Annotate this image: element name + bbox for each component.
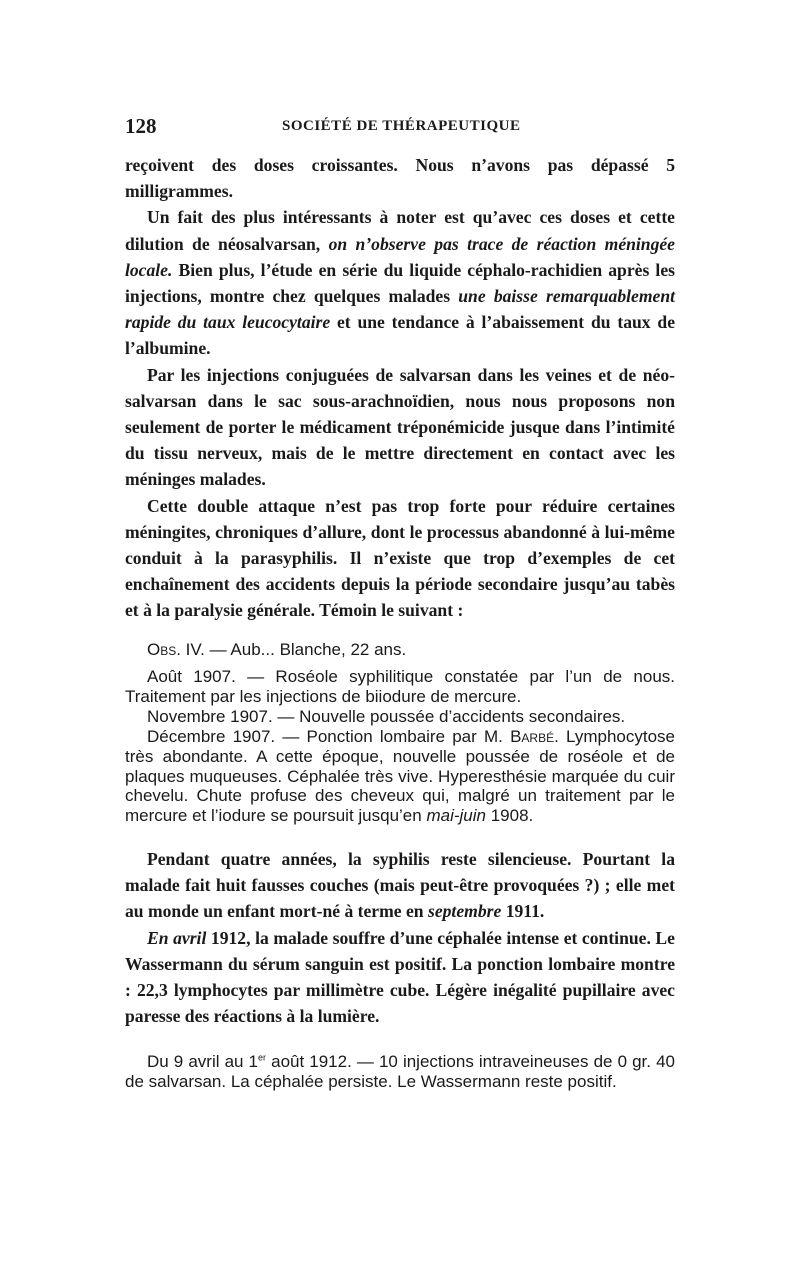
paragraph-2 xyxy=(125,204,675,361)
p5-text-a: Pendant quatre années, la syphilis reste silencieuse. Pourtant la malade fait huit fausses couches (mais peut-être provoquées ?) ; elle met au monde un enfant mort-né à terme en xyxy=(125,849,675,922)
observation-label: Obs. IV. xyxy=(147,640,205,659)
p6-text: 1912, la malade souffre d’une céphalée intense et continue. Le Wassermann du sérum sanguin est positif. La ponction lombaire montre : 22,3 lymphocytes par millimètre cube. Légère inégalité pupillaire avec paresse des réactions à la lumière. xyxy=(125,927,675,1027)
paragraph-4: Cette double attaque n’est pas trop forte pour réduire certaines méningites, chroniques d’allure, dont le processus abandonné à lui-même conduit à la parasyphilis. Il n’existe que trop d’exemples de cet enchaînement des accidents depuis la période secondaire jusqu’au tabès et à la paralysie générale. Témoin le suivant : xyxy=(125,495,675,621)
observation-entry-2: Novembre 1907. — Nouvelle poussée d’accidents secondaires. xyxy=(147,706,626,726)
paragraph-3: Par les injections conjuguées de salvarsan dans les veines et de néo-salvarsan dans le sac sous-arachnoïdien, nous nous proposons non seulement de porter le médicament tréponémicide jusque dans l’intimité du tissu nerveux, mais de le mettre directement en contact avec les méninges malades. xyxy=(125,364,675,490)
p5-text-b: 1911. xyxy=(505,901,545,922)
text-block-1 xyxy=(125,152,675,624)
p2-text-c: Bien plus, l’étude en série du liquide céphalo-rachidien après les injections, montre chez quelques malades xyxy=(125,259,675,307)
p2-text-e: et une tendance à l’abaissement du taux de l’albumine. xyxy=(125,312,675,359)
p6-date: En avril xyxy=(147,927,207,948)
observation-entry-4 xyxy=(125,1052,675,1092)
observation-block-2 xyxy=(125,1052,675,1092)
running-title: SOCIÉTÉ DE THÉRAPEUTIQUE xyxy=(282,118,521,134)
entry3-text-a: Décembre 1907. — Ponction lombaire par M. xyxy=(147,726,503,746)
p5-date: septembre xyxy=(427,901,502,922)
entry3-text-c: 1908. xyxy=(490,806,534,826)
entry4-text-a: Du 9 avril au 1 xyxy=(147,1052,259,1071)
observation-title xyxy=(125,639,675,661)
page-header xyxy=(125,114,675,138)
entry4-superscript: er xyxy=(258,1052,267,1063)
text-block-2 xyxy=(125,846,675,1029)
entry3-date: mai-juin xyxy=(426,806,486,826)
observation-subject: — Aub... Blanche, 22 ans. xyxy=(209,640,407,659)
p2-italic-b: on n’observe pas trace de réaction méningée locale. xyxy=(125,233,675,280)
paragraph-continuation: reçoivent des doses croissantes. Nous n’avons pas dépassé 5 milligrammes. xyxy=(125,155,675,202)
page-number: 128 xyxy=(125,114,157,138)
paragraph-6 xyxy=(125,925,675,1030)
paragraph-5 xyxy=(125,846,675,925)
entry4-text-b: août 1912. — 10 injections intraveineuses de 0 gr. 40 de salvarsan. La céphalée persiste. Le Wassermann reste positif. xyxy=(125,1052,675,1091)
observation-entry-3 xyxy=(125,727,675,827)
p2-text-a: Un fait des plus intéressants à noter est qu’avec ces doses et cette dilution de néosalvarsan, xyxy=(125,207,675,254)
p2-italic-d: une baisse remarquablement rapide du taux leucocytaire xyxy=(125,286,675,333)
observation-block xyxy=(125,639,675,826)
observation-entry-1: Août 1907. — Roséole syphilitique constatée par l’un de nous. Traitement par les injections de biiodure de mercure. xyxy=(125,667,675,706)
entry3-name: Barbé xyxy=(510,726,555,746)
entry3-text-b: . Lymphocytose très abondante. A cette époque, nouvelle poussée de roséole et de plaques muqueuses. Céphalée très vive. Hyperesthésie marquée du cuir chevelu. Chute profuse des cheveux qui, malgré un traitement par le mercure et l’iodure se poursuit jusqu’en xyxy=(125,726,675,826)
